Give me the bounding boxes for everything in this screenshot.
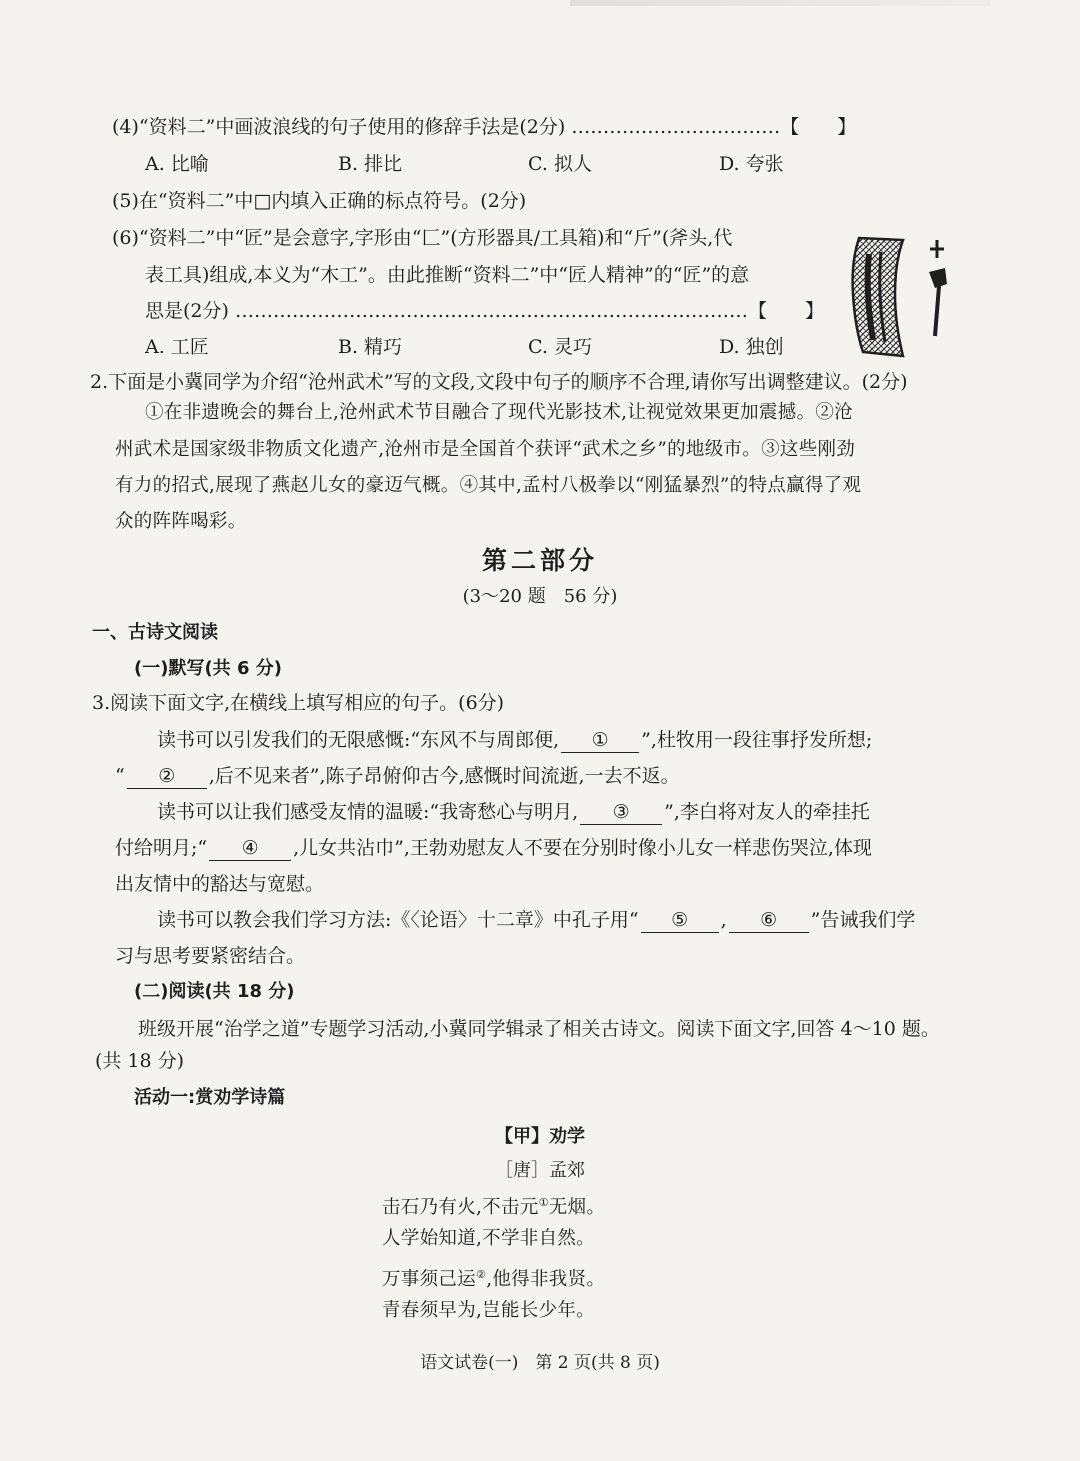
q3-line-2	[115, 763, 680, 789]
q3-line-6	[157, 907, 915, 933]
q2-passage-line-1: ①在非遗晚会的舞台上,沧州武术节目融合了现代光影技术,让视觉效果更加震撼。②沧	[145, 402, 853, 423]
q3-line-3	[157, 799, 870, 825]
reading-intro-line-2: (共 18 分)	[95, 1050, 185, 1072]
q3-line-1	[157, 727, 872, 753]
q3-line-4	[115, 835, 872, 861]
q4-option-c: C. 拟人	[528, 153, 592, 175]
poem-text: ,他得非我贤。	[486, 1269, 606, 1291]
blank-4[interactable]: ④	[209, 836, 291, 861]
q2-passage-line-2: 州武术是国家级非物质文化遗产,沧州市是全国首个获评“武术之乡”的地级市。③这些刚劲	[115, 439, 856, 460]
q3-text: “	[115, 765, 125, 787]
blank-1[interactable]: ①	[561, 728, 639, 753]
q4-option-d: D. 夸张	[719, 153, 784, 175]
q6-option-a: A. 工匠	[145, 336, 209, 358]
q6-option-d: D. 独创	[719, 336, 784, 358]
footnote-marker-1: ①	[538, 1196, 549, 1209]
activity-1-heading: 活动一:赏劝学诗篇	[134, 1087, 286, 1108]
question-3-stem: 3.阅读下面文字,在横线上填写相应的句子。(6分)	[92, 692, 505, 714]
q4-option-a: A. 比喻	[145, 153, 209, 175]
poem-author: ［唐］孟郊	[495, 1160, 585, 1181]
question-6-line-3: 思是(2分) ………………………………………………………………………【 】	[145, 300, 824, 322]
question-6-line-2: 表工具)组成,本义为“木工”。由此推断“资料二”中“匠人精神”的“匠”的意	[145, 264, 750, 286]
section-1-heading: 一、古诗文阅读	[92, 622, 218, 643]
q3-text: ”告诫我们学	[810, 909, 916, 931]
q3-text: ,后不见来者”,陈子昂俯仰古今,感慨时间流逝,一去不返。	[208, 765, 680, 787]
footnote-marker-2: ②	[476, 1268, 487, 1281]
jiang-character-illustration	[845, 232, 957, 358]
blank-2[interactable]: ②	[127, 764, 207, 789]
part-2-title: 第二部分	[481, 546, 598, 575]
q3-line-5: 出友情中的豁达与宽慰。	[115, 873, 325, 895]
q3-text: ”,杜牧用一段往事抒发所想;	[641, 729, 873, 751]
q6-option-b: B. 精巧	[338, 336, 403, 358]
poem-line-3	[382, 1262, 605, 1293]
poem-title: 【甲】劝学	[495, 1126, 585, 1147]
poem-text: 万事须己运	[382, 1269, 477, 1291]
part-2-subtitle: (3～20 题 56 分)	[462, 586, 618, 607]
subsection-reading-heading: (二)阅读(共 18 分)	[134, 981, 295, 1002]
poem-line-2: 人学始知道,不学非自然。	[382, 1228, 595, 1249]
question-5-stem: (5)在“资料二”中□内填入正确的标点符号。(2分)	[112, 190, 527, 212]
q3-text: 读书可以教会我们学习方法:《〈论语〉十二章》中孔子用“	[157, 909, 639, 931]
reading-intro-line-1: 班级开展“治学之道”专题学习活动,小冀同学辑录了相关古诗文。阅读下面文字,回答 4～10 题。	[138, 1018, 940, 1040]
q3-text: ,儿女共沾巾”,王勃劝慰友人不要在分别时像小儿女一样悲伤哭泣,体现	[293, 837, 872, 859]
q3-text: 付给明月;“	[115, 837, 208, 859]
scan-edge-shadow	[570, 0, 990, 6]
blank-6[interactable]: ⑥	[729, 908, 809, 933]
q3-text: 读书可以让我们感受友情的温暖:“我寄愁心与明月,	[157, 801, 579, 823]
poem-text: 无烟。	[548, 1197, 606, 1219]
q3-line-7: 习与思考要紧密结合。	[115, 945, 306, 967]
question-6-line-1: (6)“资料二”中“匠”是会意字,字形由“匚”(方形器具/工具箱)和“斤”(斧头,代	[112, 227, 733, 249]
q3-text: ,	[720, 909, 727, 931]
poem-text: 击石乃有火,不击元	[382, 1197, 539, 1219]
q4-option-b: B. 排比	[338, 153, 403, 175]
poem-line-4: 青春须早为,岂能长少年。	[382, 1300, 595, 1321]
subsection-dictation-heading: (一)默写(共 6 分)	[134, 658, 282, 679]
q6-option-c: C. 灵巧	[528, 336, 592, 358]
q3-text: ”,李白将对友人的牵挂托	[664, 801, 870, 823]
question-2-stem: 2.下面是小冀同学为介绍“沧州武术”写的文段,文段中句子的顺序不合理,请你写出调整建议。(2分)	[90, 371, 908, 393]
q2-passage-line-3: 有力的招式,展现了燕赵儿女的豪迈气概。④其中,孟村八极拳以“刚猛暴烈”的特点赢得了观	[115, 475, 862, 496]
blank-5[interactable]: ⑤	[641, 908, 719, 933]
q2-passage-line-4: 众的阵阵喝彩。	[115, 511, 247, 532]
page-footer: 语文试卷(一) 第 2 页(共 8 页)	[420, 1353, 660, 1373]
blank-3[interactable]: ③	[580, 800, 662, 825]
question-4-stem: (4)“资料二”中画波浪线的句子使用的修辞手法是(2分) ……………………………【 】	[112, 116, 857, 138]
q3-text: 读书可以引发我们的无限感慨:“东风不与周郎便,	[157, 729, 560, 751]
poem-line-1	[382, 1190, 605, 1221]
